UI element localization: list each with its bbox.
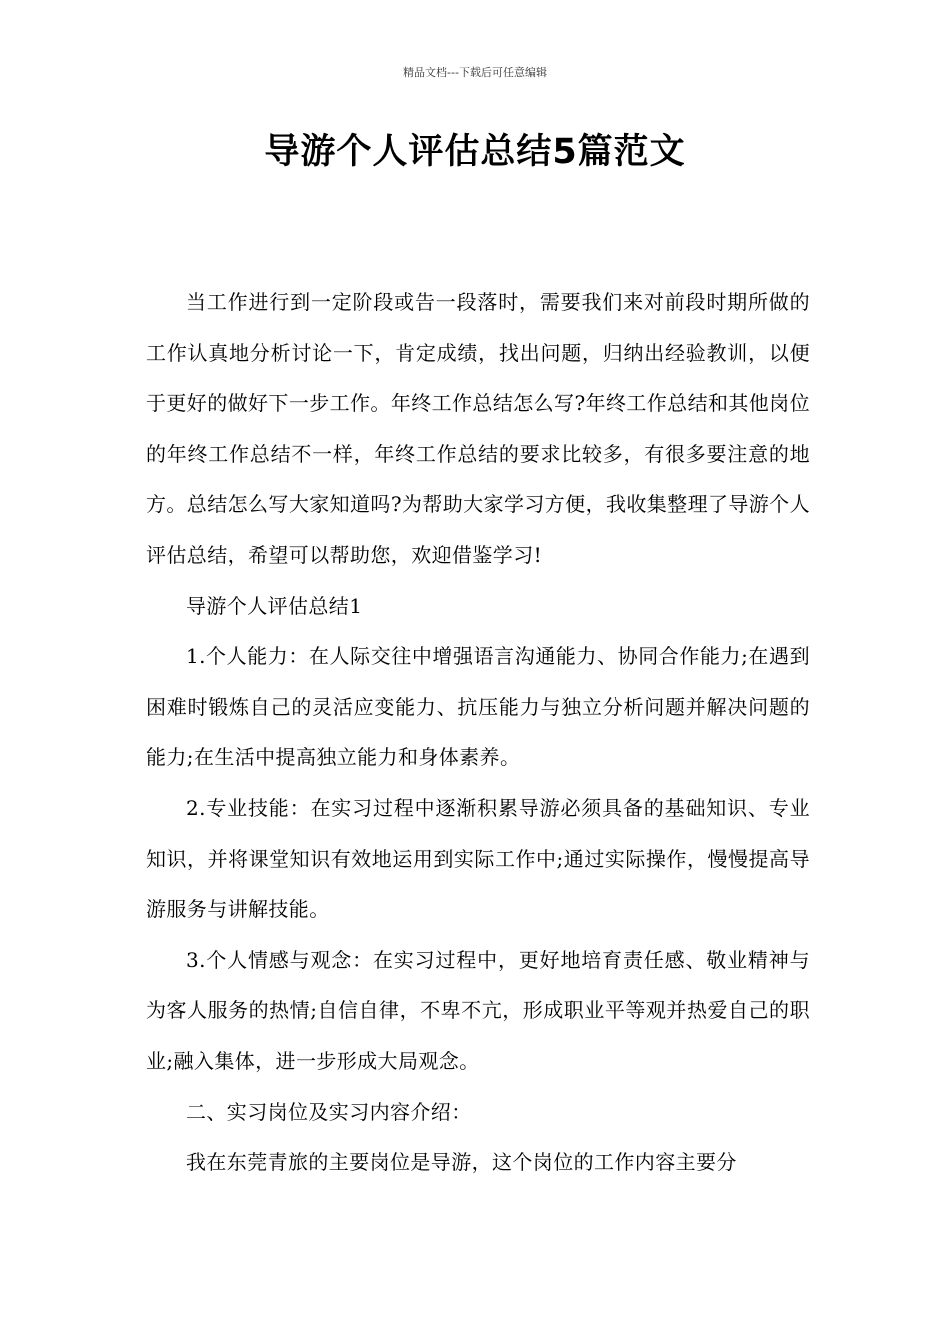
section-heading-internship: 二、实习岗位及实习内容介绍： [186, 1099, 472, 1124]
paragraph-internship-role: 我在东莞青旅的主要岗位是导游，这个岗位的工作内容主要分 [186, 1150, 737, 1175]
section-heading-summary-1: 导游个人评估总结1 [186, 593, 363, 618]
document-body [146, 277, 810, 1188]
paragraph-personal-ability: 1.个人能力：在人际交往中增强语言沟通能力、协同合作能力;在遇到困难时锻炼自己的灵活应变能力、抗压能力与独立分析问题并解决问题的能力;在生活中提高独立能力和身体素养。 [146, 644, 810, 770]
paragraph-professional-skills: 2.专业技能：在实习过程中逐渐积累导游必须具备的基础知识、专业知识，并将课堂知识有效地运用到实际工作中;通过实际操作，慢慢提高导游服务与讲解技能。 [146, 795, 810, 922]
paragraph-personal-emotion: 3.个人情感与观念：在实习过程中，更好地培育责任感、敬业精神与为客人服务的热情;自信自律，不卑不亢，形成职业平等观并热爱自己的职业;融入集体，进一步形成大局观念。 [146, 947, 810, 1073]
intro-paragraph: 当工作进行到一定阶段或告一段落时，需要我们来对前段时期所做的工作认真地分析讨论一下，肯定成绩，找出问题，归纳出经验教训，以便于更好的做好下一步工作。年终工作总结怎么写?年终工作总结和其他岗位的年终工作总结不一样，年终工作总结的要求比较多，有很多要注意的地方。总结怎么写大家知道吗?为帮助大家学习方便，我收集整理了导游个人评估总结，希望可以帮助您，欢迎借鉴学习! [146, 290, 810, 567]
document-title: 导游个人评估总结5篇范文 [264, 132, 686, 172]
header-note: 精品文档---下载后可任意编辑 [403, 66, 547, 79]
